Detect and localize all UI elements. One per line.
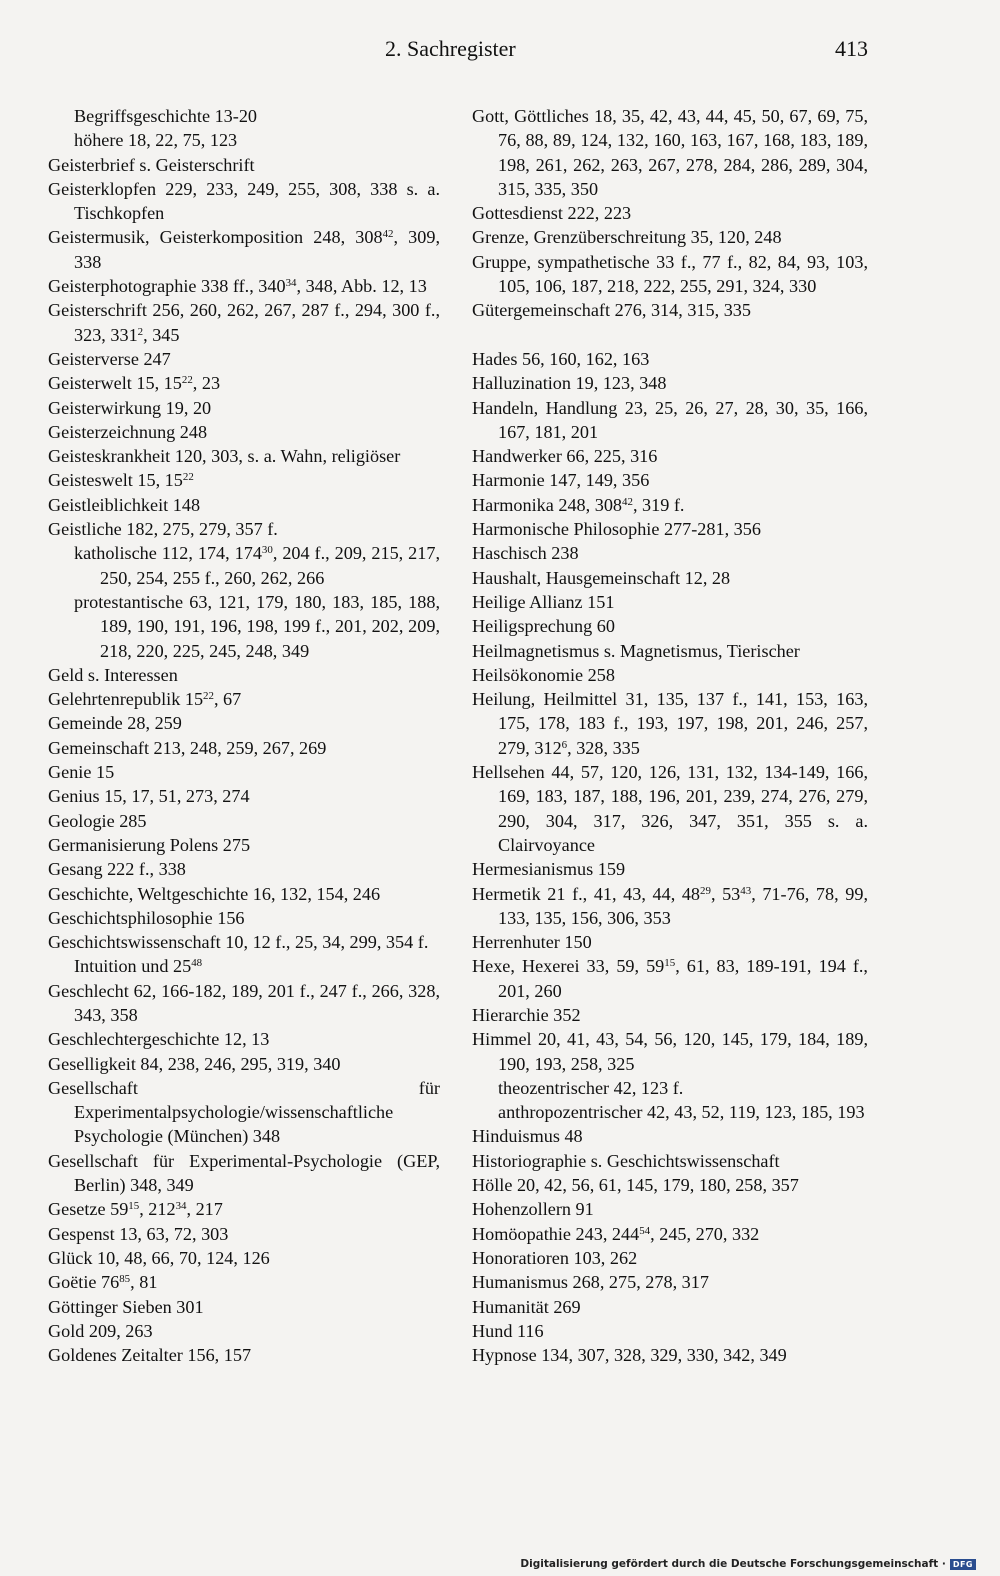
index-entry: Herrenhuter 150 [472,932,592,953]
index-entry: Humanität 269 [472,1296,581,1317]
index-entry: Gesetze $59^{15}$, $212^{34}$, 217 [48,1199,223,1220]
index-entry: Heilmagnetismus s. Magnetismus, Tierischer [472,640,800,661]
index-subentry: Begriffsgeschichte 13-20 [74,106,258,126]
index-entry: Geisterschrift 256, 260, 262, 267, 287 f., 294, 300 f., 323, $331^2$, 345 [48,300,440,345]
index-entry: Gesellschaft für Experimental-Psychologie (GEP, Berlin) 348, 349 [48,1150,440,1196]
index-entry: Geisteswelt 15, $15^{22}$ [48,470,194,491]
index-entry: Hermetik 21 f., 41, 43, 44, $48^{29}$, $53^{43}$, 71-76, 78, 99, 133, 135, 156, 306, 353 [472,883,868,928]
index-entry: Homöopathie 243, $244^{54}$, 245, 270, 332 [472,1223,760,1244]
index-column-right [472,104,868,1367]
index-entry: Hellsehen 44, 57, 120, 126, 131, 132, 134-149, 166, 169, 183, 187, 188, 196, 201, 239, 274, 276, 279, 290, 304, 317, 326, 347, 351, 355 s. a. Clairvoyance [472,762,868,855]
index-subentry: protestantische 63, 121, 179, 180, 183, 185, 188, 189, 190, 191, 196, 198, 199 f., 201, 202, 209, 218, 220, 225, 245, 248, 349 [74,591,440,661]
index-entry: Harmonika 248, $308^{42}$, 319 f. [472,494,685,515]
index-entry: Germanisierung Polens 275 [48,834,251,855]
index-entry: Geistliche 182, 275, 279, 357 f. [48,519,278,540]
index-entry: Hölle 20, 42, 56, 61, 145, 179, 180, 258, 357 [472,1175,799,1196]
index-entry: Haschisch 238 [472,543,579,564]
index-entry: Geisterwelt 15, $15^{22}$, 23 [48,373,221,394]
index-entry: Gottesdienst 222, 223 [472,203,632,224]
index-entry: Harmonische Philosophie 277-281, 356 [472,519,761,540]
index-entry: Handeln, Handlung 23, 25, 26, 27, 28, 30, 35, 166, 167, 181, 201 [472,397,868,442]
letter-gap [472,323,868,347]
index-entry: Gott, Göttliches 18, 35, 42, 43, 44, 45, 50, 67, 69, 75, 76, 88, 89, 124, 132, 160, 163, 167, 168, 183, 189, 198, 261, 262, 263, 267, 278, 284, 286, 289, 304, 315, 335, 350 [472,106,868,199]
index-entry: Gemeinde 28, 259 [48,713,182,734]
index-entry: Geologie 285 [48,810,147,831]
index-subentry: theozentrischer 42, 123 f. [498,1077,684,1098]
index-entry: Himmel 20, 41, 43, 54, 56, 120, 145, 179, 184, 189, 190, 193, 258, 325 [472,1029,868,1074]
index-entry: Geisteskrankheit 120, 303, s. a. Wahn, religiöser [48,446,401,467]
index-subentry: anthropozentrischer 42, 43, 52, 119, 123, 185, 193 [498,1102,865,1123]
index-entry: Heiligsprechung 60 [472,616,615,637]
index-entry: Grenze, Grenzüberschreitung 35, 120, 248 [472,227,782,248]
index-subentry: katholische 112, 174, $174^{30}$, 204 f., 209, 215, 217, 250, 254, 255 f., 260, 262, 266 [74,543,440,588]
index-entry: Geistermusik, Geisterkomposition 248, $308^{42}$, 309, 338 [48,227,441,272]
index-entry: Glück 10, 48, 66, 70, 124, 126 [48,1247,270,1268]
section-title: 2. Sachregister [385,36,516,61]
index-entry: Heilung, Heilmittel 31, 135, 137 f., 141, 153, 163, 175, 178, 183 f., 193, 197, 198, 201, 246, 257, 279, $312^6$, 328, 335 [472,689,868,758]
index-entry: Geisterzeichnung 248 [48,421,208,442]
index-column-left [48,104,440,1367]
index-entry: Goldenes Zeitalter 156, 157 [48,1345,252,1366]
index-entry: Hexe, Hexerei 33, 59, $59^{15}$, 61, 83, 189-191, 194 f., 201, 260 [472,956,868,1001]
index-entry: Gruppe, sympathetische 33 f., 77 f., 82, 84, 93, 103, 105, 106, 187, 218, 222, 255, 291, 324, 330 [472,251,868,297]
index-entry: Hypnose 134, 307, 328, 329, 330, 342, 349 [472,1345,787,1366]
index-subentry: Intuition und $25^{48}$ [74,956,203,977]
page-number: 413 [835,36,868,61]
index-entry: Gütergemeinschaft 276, 314, 315, 335 [472,300,751,321]
index-entry: Geisterphotographie 338 ff., $340^{34}$, 348, Abb. 12, 13 [48,276,427,297]
index-entry: Haushalt, Hausgemeinschaft 12, 28 [472,567,731,588]
index-entry: Hund 116 [472,1320,544,1341]
index-entry: Göttinger Sieben 301 [48,1296,204,1317]
index-entry: Geisterbrief s. Geisterschrift [48,154,255,175]
index-entry: Halluzination 19, 123, 348 [472,373,667,394]
index-entry: Gespenst 13, 63, 72, 303 [48,1223,229,1244]
index-entry: Gelehrtenrepublik $15^{22}$, 67 [48,689,242,710]
footer-text: Digitalisierung gefördert durch die Deutsche Forschungsgemeinschaft · [520,1558,946,1570]
index-entry: Geisterklopfen 229, 233, 249, 255, 308, 338 s. a. Tischkopfen [48,178,440,224]
index-entry: Geschichte, Weltgeschichte 16, 132, 154, 246 [48,883,381,904]
index-entry: Harmonie 147, 149, 356 [472,470,650,491]
index-entry: Geselligkeit 84, 238, 246, 295, 319, 340 [48,1053,341,1074]
index-entry: Gemeinschaft 213, 248, 259, 267, 269 [48,737,327,758]
index-entry: Goëtie $76^{85}$, 81 [48,1272,158,1293]
index-entry: Geistleiblichkeit 148 [48,494,201,515]
index-entry: Hinduismus 48 [472,1126,583,1147]
index-entry: Hierarchie 352 [472,1004,581,1025]
running-header [48,36,868,70]
index-entry: Genie 15 [48,762,115,783]
index-entry: Genius 15, 17, 51, 273, 274 [48,786,250,807]
index-entry: Gesang 222 f., 338 [48,859,186,880]
index-entry: Hohenzollern 91 [472,1199,594,1220]
digitization-notice [520,1556,976,1572]
index-entry: Geschichtswissenschaft 10, 12 f., 25, 34, 299, 354 f. [48,932,429,953]
index-entry: Historiographie s. Geschichtswissenschaft [472,1150,780,1171]
index-entry: Gold 209, 263 [48,1320,153,1341]
index-entry: Heilsökonomie 258 [472,664,615,685]
dfg-logo-icon: DFG [950,1559,976,1570]
index-entry: Geisterverse 247 [48,348,171,369]
index-entry: Gesellschaft für Experimentalpsychologie/wissenschaftliche Psychologie (München) 348 [48,1077,440,1147]
index-entry: Heilige Allianz 151 [472,591,615,612]
index-entry: Geld s. Interessen [48,664,178,685]
index-entry: Hades 56, 160, 162, 163 [472,348,650,369]
index-entry: Geschichtsphilosophie 156 [48,907,245,928]
index-entry: Geschlecht 62, 166-182, 189, 201 f., 247 f., 266, 328, 343, 358 [48,980,440,1025]
index-entry: Hermesianismus 159 [472,859,626,880]
index-entry: Geschlechtergeschichte 12, 13 [48,1029,270,1050]
index-entry: Handwerker 66, 225, 316 [472,446,658,467]
index-entry: Humanismus 268, 275, 278, 317 [472,1272,709,1293]
index-entry: Honoratioren 103, 262 [472,1247,638,1268]
index-subentry: höhere 18, 22, 75, 123 [74,130,238,151]
index-entry: Geisterwirkung 19, 20 [48,397,212,418]
